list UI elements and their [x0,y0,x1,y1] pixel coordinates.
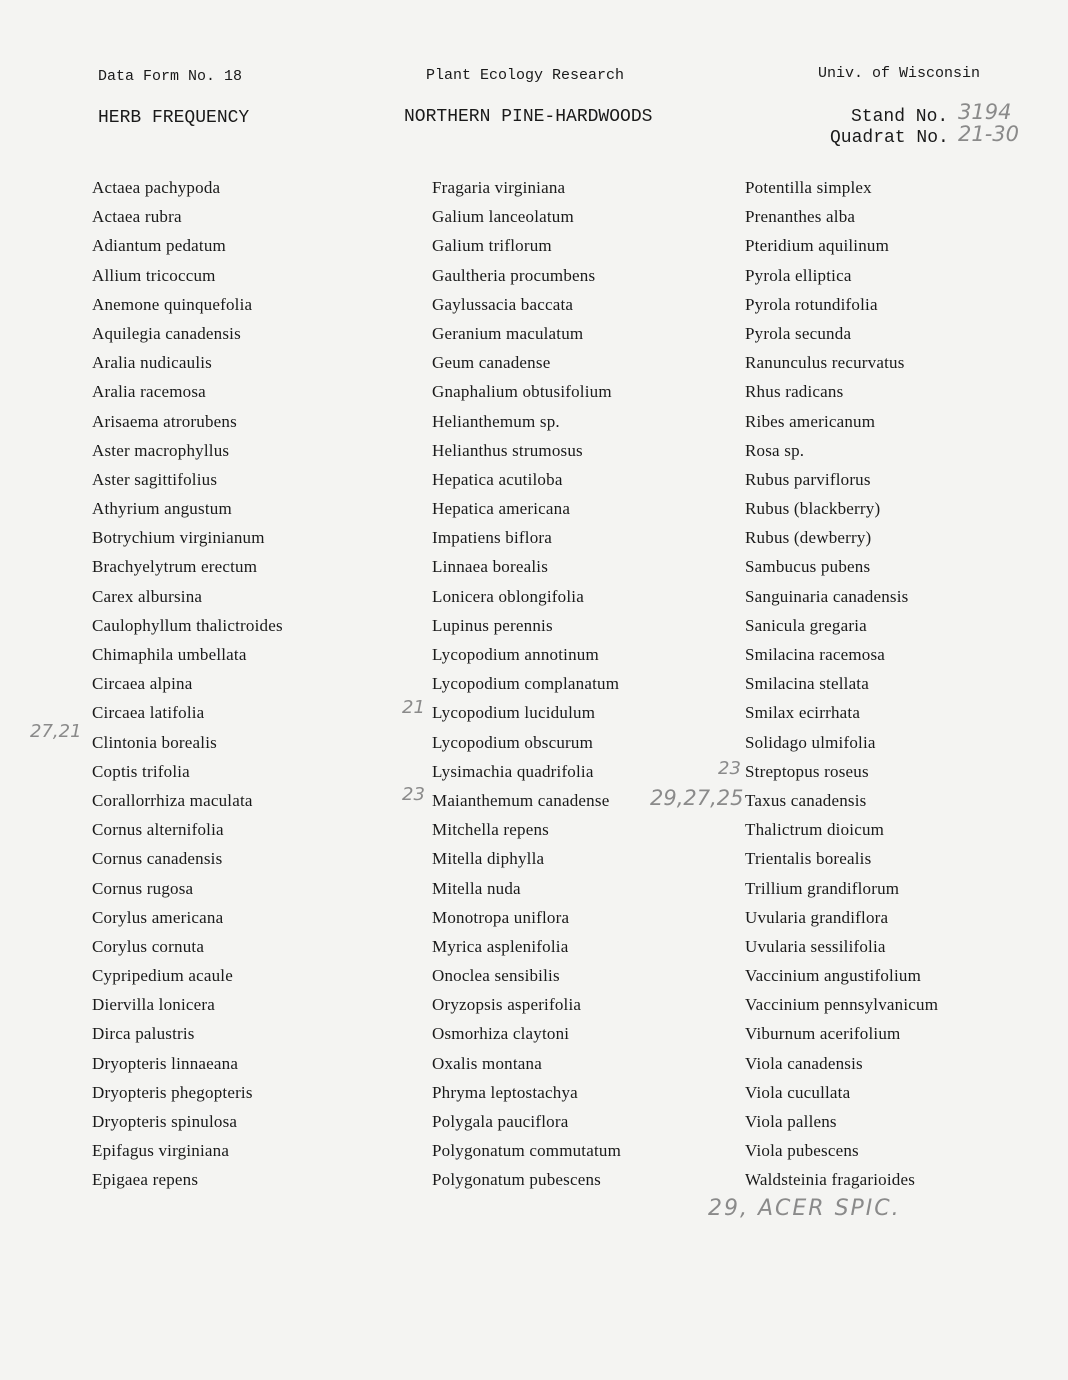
species-item: Rubus (blackberry) [745,499,881,519]
species-item: Vaccinium pennsylvanicum [745,995,939,1015]
species-item: Dryopteris linnaeana [92,1053,239,1073]
species-item: Vaccinium angustifolium [745,966,921,986]
species-item: Prenanthes alba [745,207,856,227]
stand-label: Stand No. [851,107,949,127]
species-item: Mitella diphylla [432,849,545,869]
species-item: Thalictrum dioicum [745,820,885,840]
species-item: Viburnum acerifolium [745,1024,901,1044]
species-item: Myrica asplenifolia [432,936,569,956]
species-item: Gaultheria procumbens [432,265,596,285]
species-item: Potentilla simplex [745,178,872,197]
species-item: Galium lanceolatum [432,207,574,227]
species-item: Brachyelytrum erectum [92,557,258,577]
species-item: Viola cucullata [745,1082,851,1102]
species-item: Lupinus perennis [432,615,553,635]
species-item: Trillium grandiflorum [745,878,900,898]
species-item: Clintonia borealis [92,732,217,752]
species-item: Circaea latifolia [92,703,205,723]
species-item: Cornus canadensis [92,849,223,869]
clintonia-annotation: 27,21 [30,721,82,742]
footer-annotation: 29, ACER SPIC. [708,1196,901,1221]
species-item: Aralia racemosa [92,382,206,402]
species-item: Botrychium virginianum [92,528,265,548]
species-item: Lycopodium obscurum [432,732,594,752]
species-item: Corylus americana [92,907,224,927]
lycopodium-lucidulum-annotation: 21 [402,697,425,718]
species-item: Athyrium angustum [92,499,232,519]
species-item: Trientalis borealis [745,849,872,869]
species-item: Helianthus strumosus [432,440,583,460]
species-item: Linnaea borealis [432,557,549,577]
species-item: Allium tricoccum [92,265,216,285]
species-item: Oryzopsis asperifolia [432,995,582,1015]
species-item: Lycopodium annotinum [432,645,599,664]
species-item: Anemone quinquefolia [92,294,253,314]
species-item: Cornus alternifolia [92,820,224,840]
species-item: Sambucus pubens [745,557,871,577]
species-item: Pteridium aquilinum [745,236,890,256]
species-item: Sanicula gregaria [745,615,867,635]
stand-number-handwritten: 3194 [958,100,1012,124]
species-item: Sanguinaria canadensis [745,586,909,606]
species-item: Hepatica americana [432,499,571,519]
taxus-annotation: 29,27,25 [650,786,744,810]
streptopus-annotation: 23 [718,758,741,779]
species-item: Circaea alpina [92,674,193,694]
species-item: Smilax ecirrhata [745,703,861,723]
species-item: Uvularia grandiflora [745,907,889,927]
species-item: Viola pubescens [745,1141,859,1161]
species-item: Rubus (dewberry) [745,528,872,548]
species-item: Viola pallens [745,1112,837,1131]
species-item: Pyrola elliptica [745,265,852,285]
species-item: Impatiens biflora [432,528,553,548]
species-item: Dryopteris phegopteris [92,1082,253,1102]
species-column-1 [92,173,283,1195]
species-item: Pyrola secunda [745,323,852,343]
species-item: Aster macrophyllus [92,440,230,460]
community-title: NORTHERN PINE-HARDWOODS [404,107,653,127]
species-item: Rhus radicans [745,382,844,402]
species-item: Taxus canadensis [745,790,867,810]
species-item: Polygonatum commutatum [432,1141,622,1161]
species-item: Uvularia sessilifolia [745,936,886,956]
species-item: Rosa sp. [745,440,805,460]
species-item: Coptis trifolia [92,761,190,781]
species-item: Smilacina racemosa [745,645,886,664]
species-item: Smilacina stellata [745,674,869,694]
species-item: Ranunculus recurvatus [745,353,905,373]
species-item: Aralia nudicaulis [92,353,213,373]
species-item: Actaea pachypoda [92,178,221,197]
species-item: Fragaria virginiana [432,178,566,197]
species-item: Helianthemum sp. [432,411,560,431]
form-number: Data Form No. 18 [98,68,243,85]
species-item: Monotropa uniflora [432,907,570,927]
species-item: Actaea rubra [92,207,182,227]
species-item: Diervilla lonicera [92,995,216,1015]
species-item: Ribes americanum [745,411,876,431]
species-item: Epigaea repens [92,1170,199,1190]
species-item: Caulophyllum thalictroides [92,615,283,635]
species-item: Maianthemum canadense [432,790,610,810]
species-item: Mitchella repens [432,820,549,840]
species-item: Lysimachia quadrifolia [432,761,594,781]
species-item: Dirca palustris [92,1024,195,1044]
species-item: Geum canadense [432,353,551,373]
species-item: Gaylussacia baccata [432,294,574,314]
maianthemum-annotation: 23 [402,784,425,805]
species-item: Gnaphalium obtusifolium [432,382,612,402]
species-item: Epifagus virginiana [92,1141,230,1161]
species-item: Phryma leptostachya [432,1082,578,1102]
species-item: Aquilegia canadensis [92,323,241,343]
species-item: Galium triflorum [432,236,552,256]
species-item: Chimaphila umbellata [92,645,247,664]
species-item: Waldsteinia fragarioides [745,1170,916,1190]
species-item: Hepatica acutiloba [432,469,563,489]
species-item: Lonicera oblongifolia [432,586,584,606]
species-item: Lycopodium lucidulum [432,703,596,723]
species-item: Dryopteris spinulosa [92,1112,238,1131]
species-item: Corallorrhiza maculata [92,790,253,810]
species-item: Mitella nuda [432,878,521,898]
species-item: Pyrola rotundifolia [745,294,878,314]
species-item: Geranium maculatum [432,323,584,343]
species-item: Aster sagittifolius [92,469,218,489]
species-item: Carex albursina [92,586,203,606]
species-item: Osmorhiza claytoni [432,1024,570,1044]
species-column-3 [745,173,938,1195]
species-item: Solidago ulmifolia [745,732,876,752]
species-item: Viola canadensis [745,1053,863,1073]
species-column-2 [432,173,621,1195]
species-item: Corylus cornuta [92,936,205,956]
quadrat-label: Quadrat No. [830,128,949,148]
organization-title: Plant Ecology Research [426,67,625,84]
form-title: HERB FREQUENCY [98,108,250,128]
species-item: Onoclea sensibilis [432,966,560,986]
quadrat-number-handwritten: 21-30 [958,122,1020,146]
species-item: Rubus parviflorus [745,469,871,489]
species-item: Adiantum pedatum [92,236,226,256]
species-item: Polygonatum pubescens [432,1170,601,1190]
species-item: Cornus rugosa [92,878,194,898]
species-item: Cypripedium acaule [92,966,233,986]
species-item: Polygala pauciflora [432,1112,569,1131]
university-name: Univ. of Wisconsin [818,65,981,82]
species-item: Oxalis montana [432,1053,542,1073]
species-item: Lycopodium complanatum [432,674,620,694]
species-item: Arisaema atrorubens [92,411,237,431]
species-item: Streptopus roseus [745,761,869,781]
